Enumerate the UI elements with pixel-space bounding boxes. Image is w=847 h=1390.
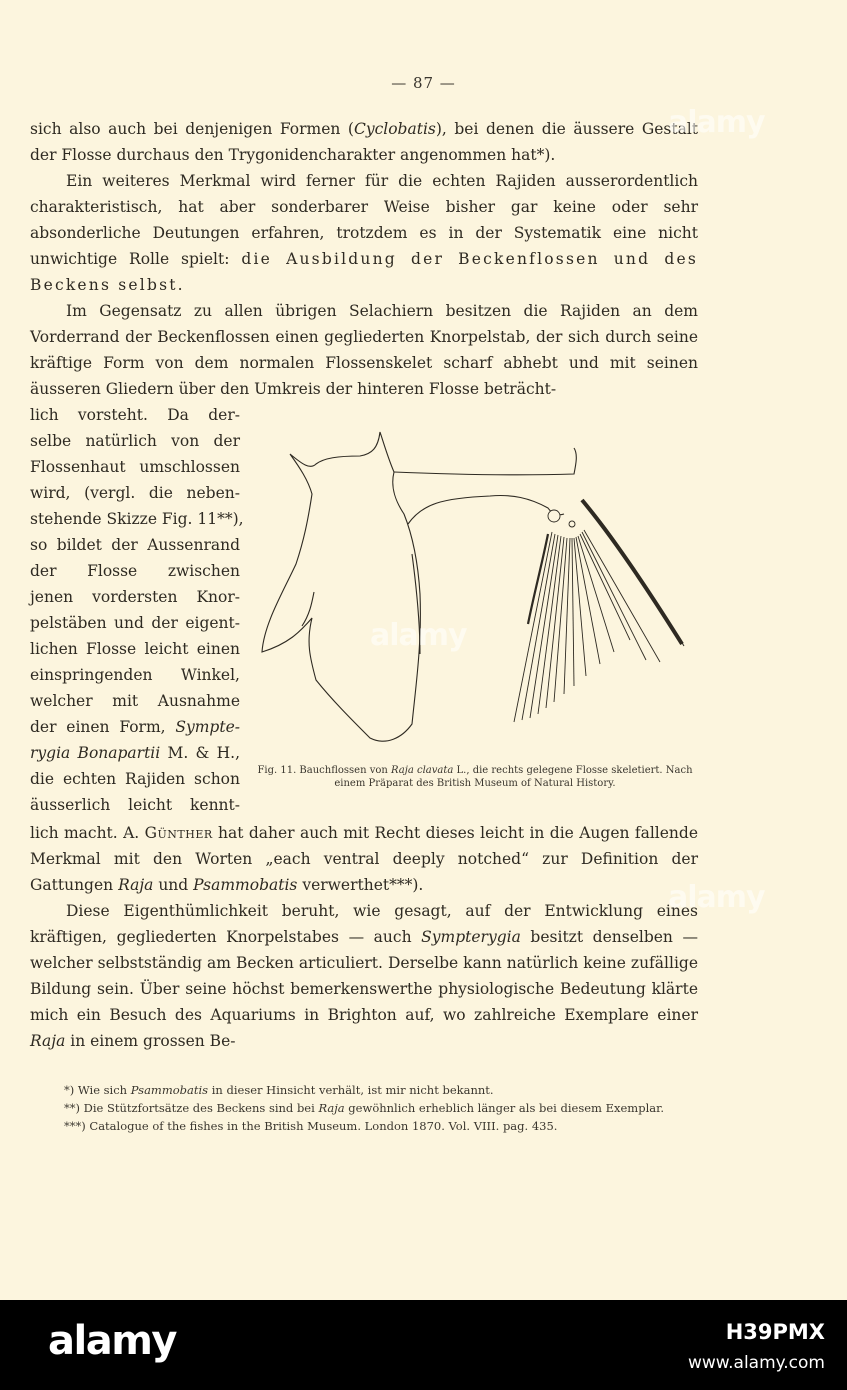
text-line: der Flosse zwischen xyxy=(30,562,240,580)
paragraph-continuation: sich also auch bei denjenigen Formen (Cyclobatis), bei denen die äussere Gestalt der Flosse durchaus den Trygonidencharakter angenommen hat*). xyxy=(30,120,699,164)
midline xyxy=(394,448,576,475)
text-beside-figure xyxy=(30,402,244,818)
text-line: wird, (vergl. die neben- xyxy=(30,484,240,502)
image-id: H39PMX xyxy=(725,1320,825,1344)
paragraph-guenther: lich macht. A. Günther hat daher auch mit Recht dieses leicht in die Augen fallende Merkmal mit den Worten „each ventral deeply notched“ zur Definition der Gattungen Raja und Psammobatis verwerthet***). xyxy=(30,824,698,894)
stock-photo-banner xyxy=(0,1300,847,1390)
text-block-bottom xyxy=(30,820,698,1054)
footnote-2: **) Die Stützfortsätze des Beckens sind bei Raja gewöhnlich erheblich länger als bei diesem Exemplar. xyxy=(64,1101,664,1115)
text-line: pelstäben und der eigent- xyxy=(30,614,240,632)
watermark: alamy xyxy=(370,618,467,653)
footnotes xyxy=(26,1082,698,1135)
text-line: jenen vordersten Knor- xyxy=(30,588,240,606)
text-line: einspringenden Winkel, xyxy=(30,666,240,684)
text-line: selbe natürlich von der xyxy=(30,432,240,450)
text-line: die echten Rajiden schon xyxy=(30,770,240,788)
text-line: lichen Flosse leicht einen xyxy=(30,640,240,658)
text-line: welcher mit Ausnahme xyxy=(30,692,240,710)
paragraph-eigenthuemlichkeit: Diese Eigenthümlichkeit beruht, wie gesagt, auf der Entwicklung eines kräftigen, gegliederten Knorpelstabes — auch Sympterygia besitzt denselben — welcher selbstständig am Becken articuliert. Derselbe kann natürlich keine zufällige Bildung sein. Über seine höchst bemerkenswerthe physiologische Bedeutung klärte mich ein Besuch des Aquariums in Brighton auf, wo zahlreiche Exemplare einer Raja in einem grossen Be- xyxy=(30,902,698,1050)
left-fin-outline xyxy=(262,432,420,741)
pelvic-fin-figure xyxy=(252,424,697,764)
text-line: stehende Skizze Fig. 11**), xyxy=(30,510,244,528)
text-line: lich vorsteht. Da der- xyxy=(30,406,240,424)
page-number: — 87 — xyxy=(391,74,456,92)
footnote-1: *) Wie sich Psammobatis in dieser Hinsicht verhält, ist mir nicht bekannt. xyxy=(64,1083,494,1097)
site-url: www.alamy.com xyxy=(687,1353,825,1373)
text-line: äusserlich leicht kennt- xyxy=(30,796,240,814)
text-line: der einen Form, Sympte- xyxy=(30,718,240,736)
watermark: alamy xyxy=(668,880,765,915)
paragraph-gegensatz: Im Gegensatz zu allen übrigen Selachiern besitzen die Rajiden an dem Vorderrand der Beckenflossen einen gegliederten Knorpelstab, der sich durch seine kräftige Form von dem normalen Flossenskelet scharf abhebt und mit seinen äusseren Gliedern über den Umkreis der hinteren Flosse beträcht- xyxy=(30,302,698,398)
text-line: rygia Bonapartii M. & H., xyxy=(30,744,240,762)
text-line: so bildet der Aussenrand xyxy=(30,536,240,554)
text-block-top xyxy=(30,116,698,402)
pelvic-girdle xyxy=(408,496,564,525)
right-fin-skeleton xyxy=(514,500,684,722)
watermark: alamy xyxy=(668,105,765,140)
footnote-3: ***) Catalogue of the fishes in the British Museum. London 1870. Vol. VIII. pag. 435. xyxy=(64,1119,558,1133)
alamy-logo: alamy xyxy=(48,1318,176,1364)
paragraph-merkmal: Ein weiteres Merkmal wird ferner für die echten Rajiden ausserordentlich charakteristisch, hat aber sonderbarer Weise bisher gar keine oder sehr absonderliche Deutungen erfahren, trotzdem es in der Systematik eine nicht unwichtige Rolle spielt: die Ausbildung der Beckenflossen und des Beckens selbst. xyxy=(30,172,698,294)
text-line: Flossenhaut umschlossen xyxy=(30,458,240,476)
figure-caption: Fig. 11. Bauchflossen von Raja clavata L., die rechts gelegene Flosse skeletiert. Nach einem Präparat des British Museum of Natural History. xyxy=(257,765,693,789)
